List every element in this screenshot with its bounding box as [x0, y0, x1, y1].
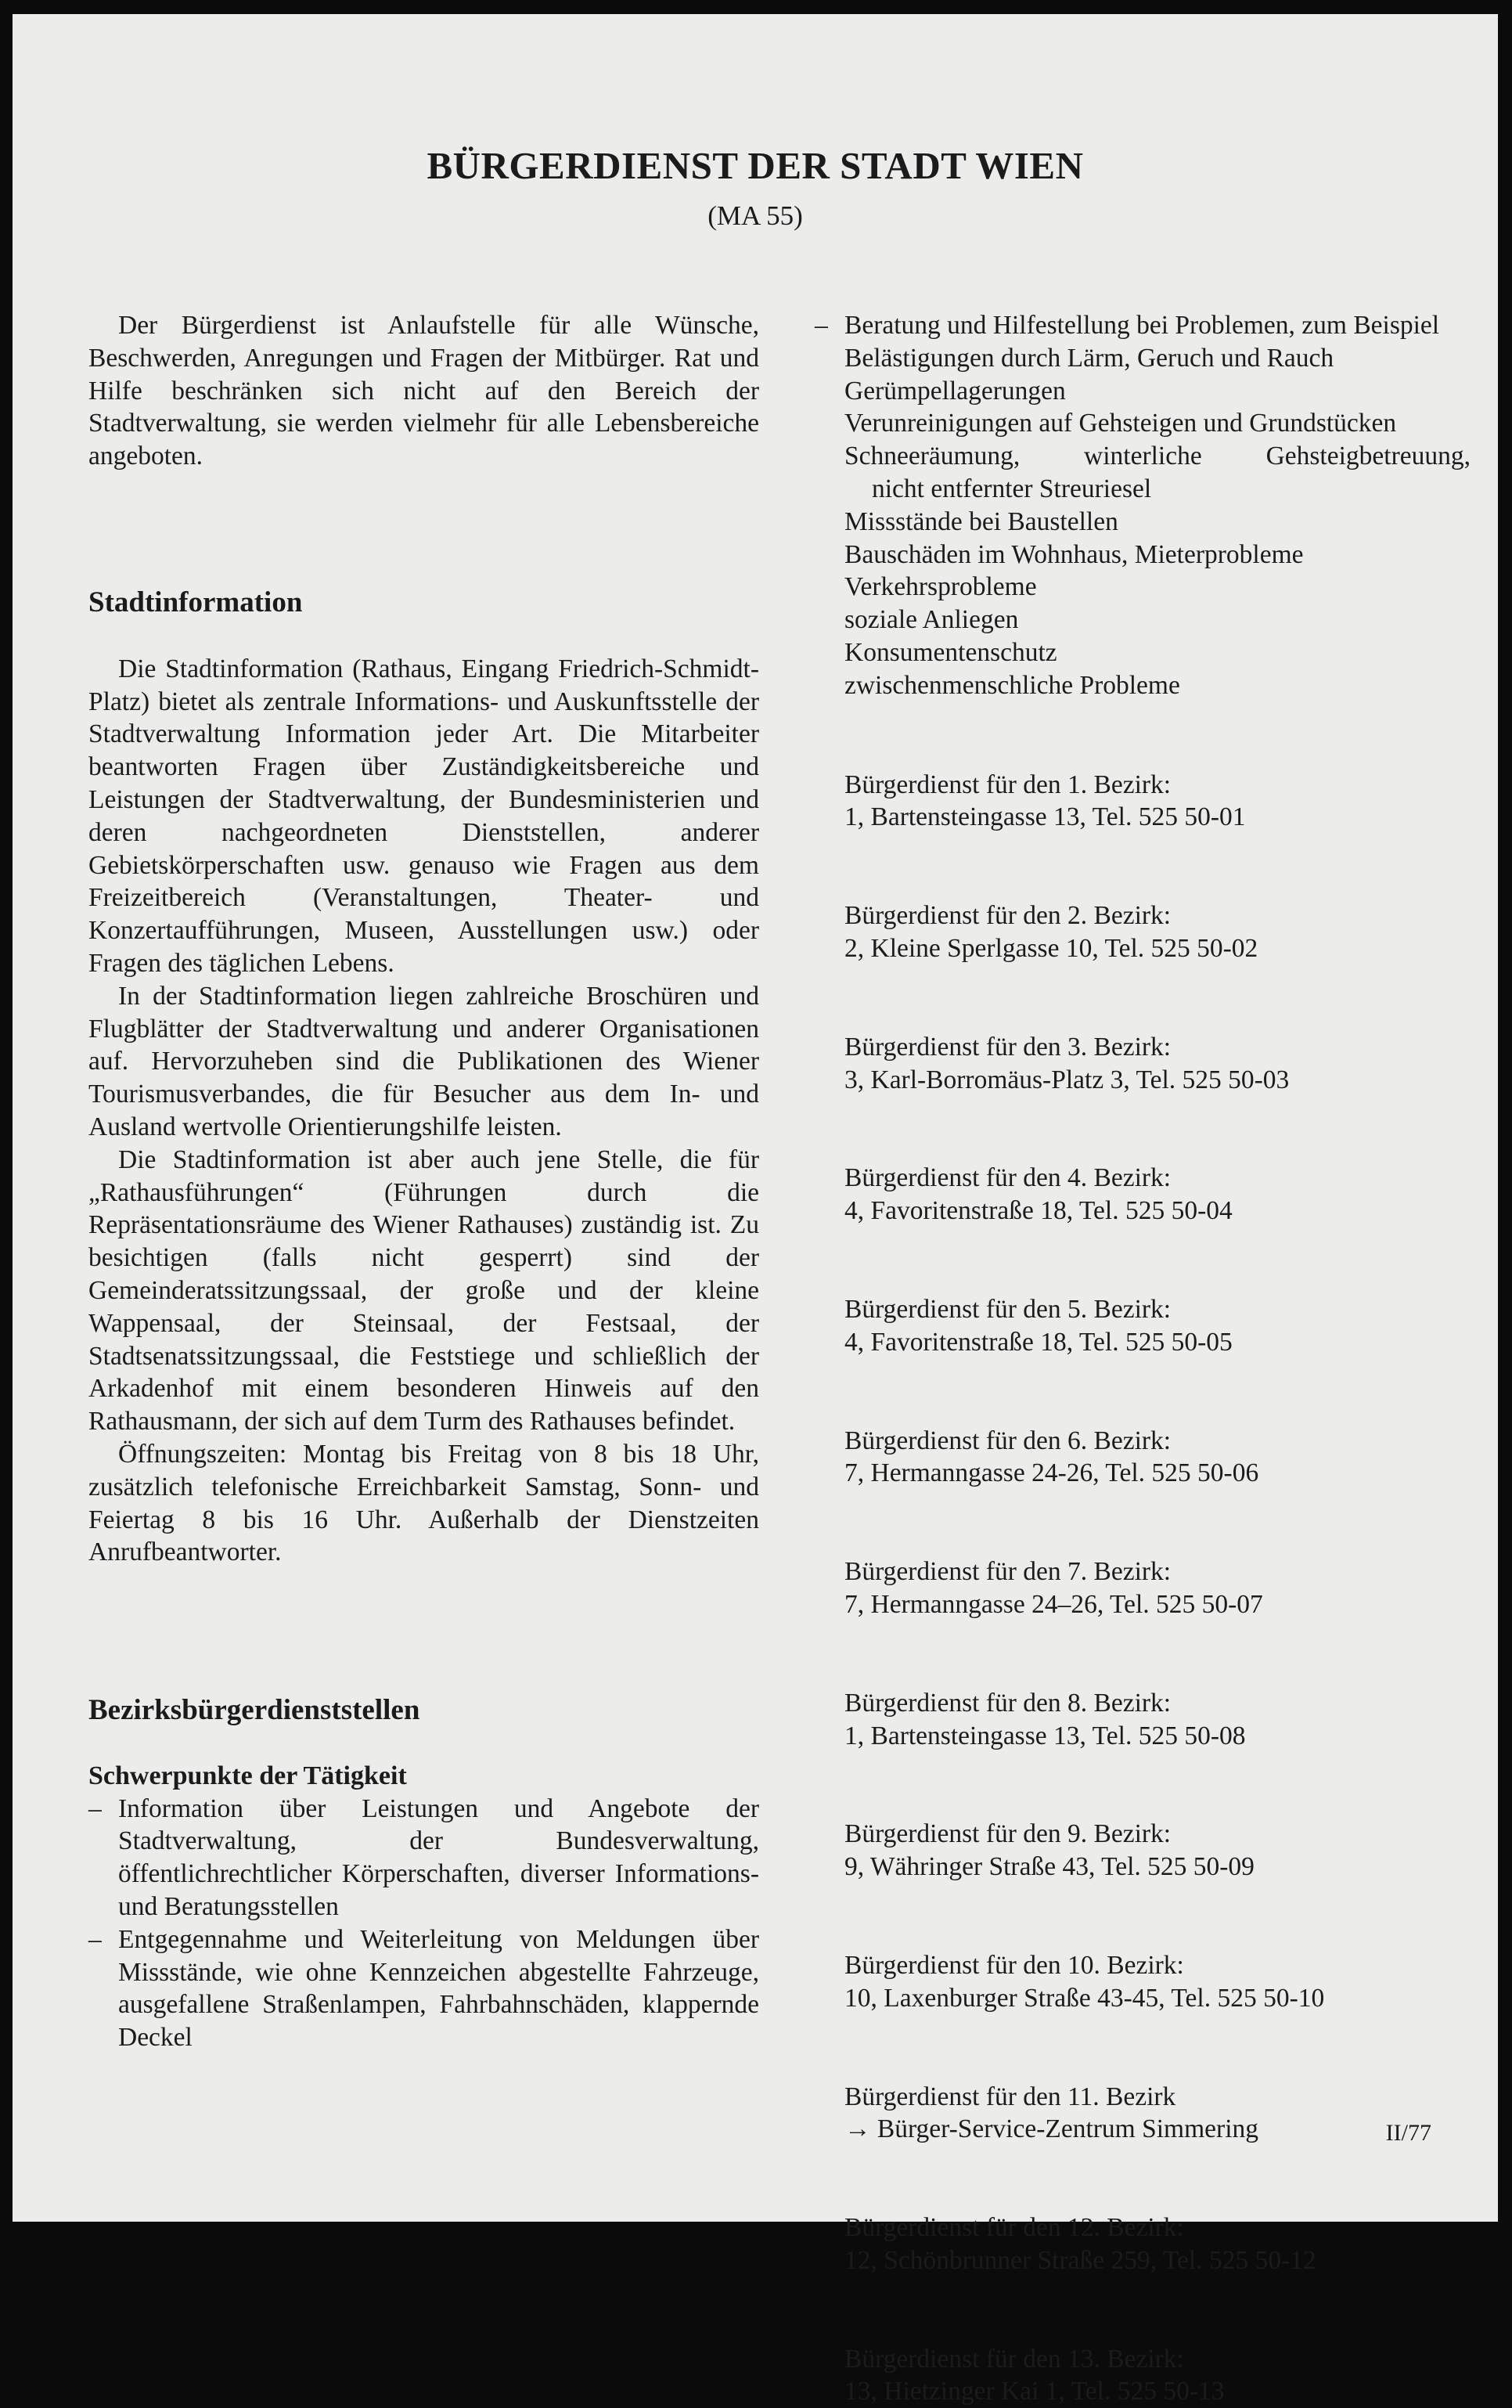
district-name: Bürgerdienst für den 8. Bezirk: [844, 1688, 1172, 1718]
district-address: 7, Hermanngasse 24-26, Tel. 525 50-06 [844, 1458, 1259, 1488]
district-address: 9, Währinger Straße 43, Tel. 525 50-09 [844, 1852, 1255, 1882]
example-item: soziale Anliegen [844, 605, 1019, 635]
district-address: 4, Favoritenstraße 18, Tel. 525 50-04 [844, 1196, 1233, 1226]
district-list [815, 769, 1471, 2408]
district-address: → Bürger-Service-Zentrum Simmering [844, 2114, 1258, 2144]
beratung-list [815, 309, 1471, 342]
example-item: nicht entfernter Streuriesel [872, 474, 1152, 503]
district-name: Bürgerdienst für den 2. Bezirk: [844, 901, 1172, 931]
example-item: Belästigungen durch Lärm, Geruch und Rauch [844, 343, 1334, 373]
list-item: – Beratung und Hilfestellung bei Problemen, zum Beispiel [815, 309, 1471, 342]
example-item: Konsumentenschutz [844, 637, 1057, 667]
district-entry [844, 1293, 1471, 1359]
district-entry [844, 899, 1471, 965]
district-name: Bürgerdienst für den 9. Bezirk: [844, 1819, 1172, 1849]
district-entry [844, 2081, 1471, 2147]
list-item: – Information über Leistungen und Angebote der Stadtverwaltung, der Bundesverwaltung, öffentlichrechtlicher Körperschaften, diverser Informations- und Beratungsstellen [88, 1793, 759, 1923]
stadtinfo-paragraph-3: Die Stadtinformation ist aber auch jene Stelle, die für „Rathausführungen“ (Führungen durch die Repräsentationsräume des Wiener Rathauses) zuständig ist. Zu besichtigen (falls nicht gesperrt) sind der Gemeinderatssitzungssaal, der große und der kleine Wappensaal, der Steinsaal, der Festsaal, der Stadtsenatssitzungssaal, die Feststiege und schließlich der Arkadenhof mit einem besonderen Hinweis auf den Rathausmann, der sich auf dem Turm des Rathauses befindet. [88, 1145, 759, 1437]
district-name: Bürgerdienst für den 4. Bezirk: [844, 1163, 1172, 1193]
example-item: Missstände bei Baustellen [844, 506, 1118, 536]
district-name: Bürgerdienst für den 12. Bezirk: [844, 2213, 1184, 2243]
bezirksbuergerdienststellen-heading: Bezirksbürgerdienststellen [88, 1694, 420, 1727]
district-name: Bürgerdienst für den 11. Bezirk [844, 2082, 1176, 2111]
district-entry [844, 1555, 1471, 1621]
left-column [88, 309, 759, 2054]
district-name: Bürgerdienst für den 3. Bezirk: [844, 1032, 1172, 1062]
district-address: 7, Hermanngasse 24–26, Tel. 525 50-07 [844, 1589, 1263, 1619]
page-number: II/77 [1385, 2120, 1431, 2146]
district-name: Bürgerdienst für den 7. Bezirk: [844, 1557, 1172, 1587]
example-item: Verunreinigungen auf Gehsteigen und Grundstücken [844, 409, 1397, 438]
district-address: 10, Laxenburger Straße 43-45, Tel. 525 50-10 [844, 1983, 1325, 2013]
list-item: – Entgegennahme und Weiterleitung von Meldungen über Missstände, wie ohne Kennzeichen abgestellte Fahrzeuge, ausgefallene Straßenlampen, Fahrbahnschäden, klappernde Deckel [88, 1923, 759, 2054]
district-address: 1, Bartensteingasse 13, Tel. 525 50-08 [844, 1721, 1246, 1750]
district-name: Bürgerdienst für den 13. Bezirk: [844, 2344, 1184, 2374]
stadtinfo-paragraph-4: Öffnungszeiten: Montag bis Freitag von 8 bis 18 Uhr, zusätzlich telefonische Erreichbarkeit Samstag, Sonn- und Feiertag 8 bis 16 Uhr. Außerhalb der Dienstzeiten Anrufbeantworter. [88, 1439, 759, 1567]
district-address: 3, Karl-Borromäus-Platz 3, Tel. 525 50-03 [844, 1065, 1290, 1094]
example-item: Schneeräumung, winterliche Gehsteigbetreuung, [844, 442, 1471, 471]
intro-paragraph: Der Bürgerdienst ist Anlaufstelle für alle Wünsche, Beschwerden, Anregungen und Fragen der Mitbürger. Rat und Hilfe beschränken sich nicht auf den Bereich der Stadtverwaltung, sie werden vielmehr für alle Lebensbereiche angeboten. [88, 311, 759, 471]
district-name: Bürgerdienst für den 6. Bezirk: [844, 1426, 1172, 1455]
district-address: 13, Hietzinger Kai 1, Tel. 525 50-13 [844, 2377, 1225, 2406]
example-item: Bauschäden im Wohnhaus, Mieterprobleme [844, 539, 1304, 569]
document-page [13, 14, 1498, 2406]
district-entry [844, 769, 1471, 835]
district-entry [844, 1031, 1471, 1097]
example-item: zwischenmenschliche Probleme [844, 670, 1180, 700]
district-address: 12, Schönbrunner Straße 259, Tel. 525 50-12 [844, 2245, 1316, 2275]
page-subtitle: (MA 55) [707, 200, 803, 231]
district-entry [844, 1818, 1471, 1884]
district-entry [844, 2212, 1471, 2277]
district-name: Bürgerdienst für den 10. Bezirk: [844, 1950, 1184, 1980]
district-name: Bürgerdienst für den 5. Bezirk: [844, 1294, 1172, 1324]
stadtinformation-heading: Stadtinformation [88, 586, 303, 618]
right-column [815, 309, 1471, 2408]
beratung-examples [815, 342, 1471, 702]
district-address: 4, Favoritenstraße 18, Tel. 525 50-05 [844, 1327, 1233, 1357]
district-entry [844, 1949, 1471, 2015]
example-item: Verkehrsprobleme [844, 572, 1037, 602]
stadtinfo-paragraph-1: Die Stadtinformation (Rathaus, Eingang Friedrich-Schmidt-Platz) bietet als zentrale Informations- und Auskunftsstelle der Stadtverwaltung Information jeder Art. Die Mitarbeiter beantworten Fragen über Zuständigkeitsbereiche und Leistungen der Stadtverwaltung, der Bundesministerien und deren nachgeordneten Dienststellen, anderer Gebietskörperschaften usw. genauso wie Fragen aus dem Freizeitbereich (Veranstaltungen, Theater- und Konzertaufführungen, Museen, Ausstellungen usw.) oder Fragen des täglichen Lebens. [88, 654, 759, 978]
example-item: Gerümpellagerungen [844, 376, 1066, 406]
district-address: 2, Kleine Sperlgasse 10, Tel. 525 50-02 [844, 933, 1258, 963]
page-title: BÜRGERDIENST DER STADT WIEN [427, 144, 1084, 187]
stadtinfo-paragraph-2: In der Stadtinformation liegen zahlreiche Broschüren und Flugblätter der Stadtverwaltung und anderer Organisationen auf. Hervorzuheben sind die Publikationen des Wiener Tourismusverbandes, die für Besucher aus dem In- und Ausland wertvolle Orientierungshilfe leisten. [88, 981, 759, 1141]
taetigkeit-list [88, 1793, 759, 2054]
district-name: Bürgerdienst für den 1. Bezirk: [844, 770, 1172, 799]
district-address: 1, Bartensteingasse 13, Tel. 525 50-01 [844, 802, 1246, 832]
schwerpunkte-subheading: Schwerpunkte der Tätigkeit [88, 1761, 407, 1790]
district-entry [844, 1162, 1471, 1227]
district-entry [844, 2343, 1471, 2408]
district-entry [844, 1687, 1471, 1753]
district-entry [844, 1425, 1471, 1491]
